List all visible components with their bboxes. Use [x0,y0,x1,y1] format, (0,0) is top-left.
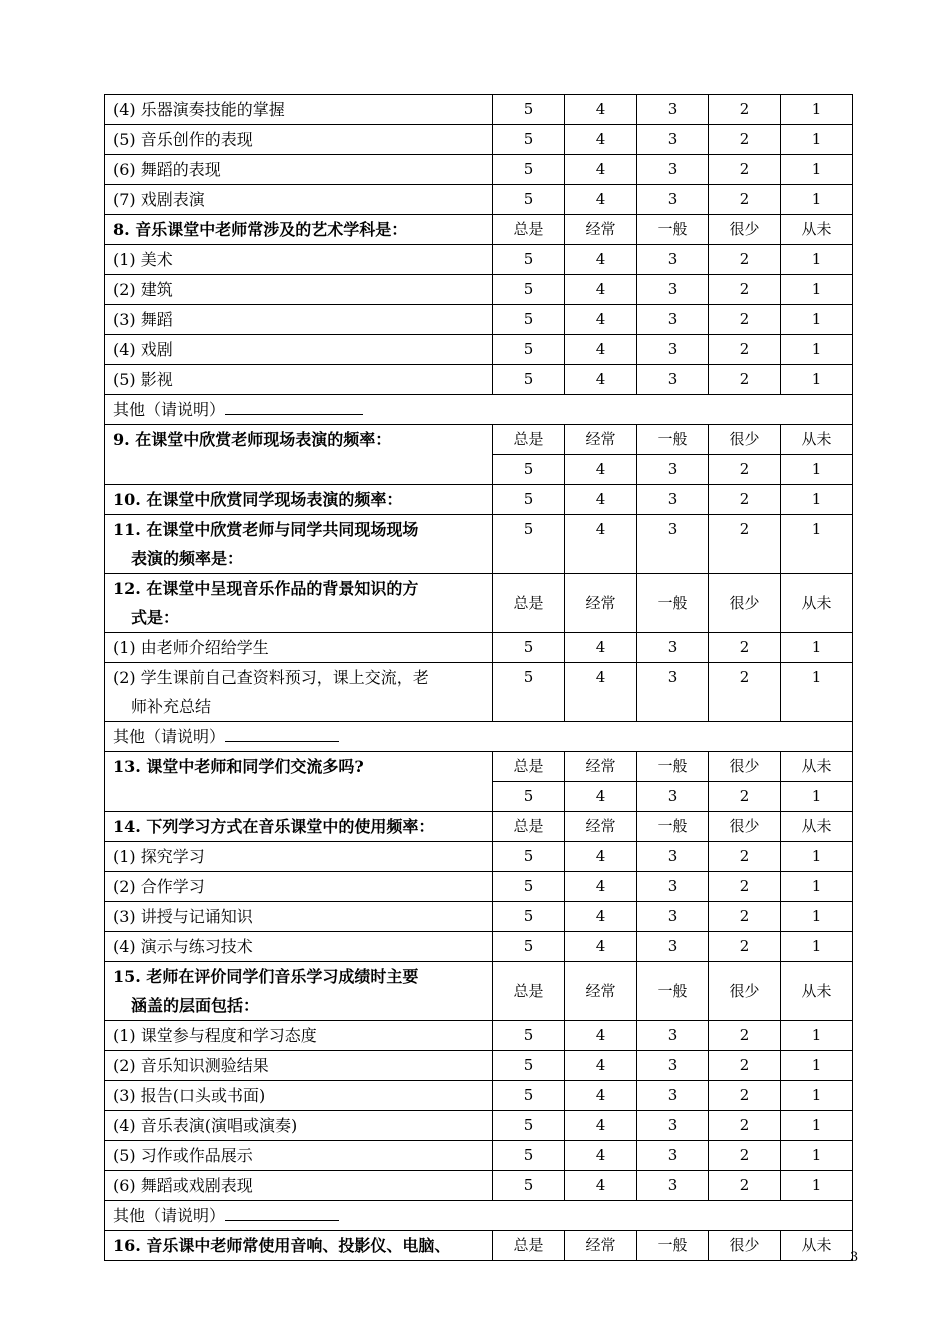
rating-1[interactable]: 1 [781,155,853,185]
rating-5[interactable]: 5 [493,515,565,574]
rating-3[interactable]: 3 [637,305,709,335]
question-8-title: 8. 音乐课堂中老师常涉及的艺术学科是： [105,215,493,245]
rating-3[interactable]: 3 [637,1081,709,1111]
table-row [105,1141,853,1171]
other-label: 其他（请说明） [113,1206,226,1225]
rating-5[interactable]: 5 [493,902,565,932]
rating-4[interactable]: 4 [565,305,637,335]
rating-3[interactable]: 3 [637,663,709,722]
rating-4[interactable]: 4 [565,245,637,275]
rating-2[interactable]: 2 [709,335,781,365]
rating-3[interactable]: 3 [637,155,709,185]
rating-1[interactable]: 1 [781,842,853,872]
table-row [105,365,853,395]
header-often: 经常 [565,812,637,842]
rating-4[interactable]: 4 [565,185,637,215]
rating-1[interactable]: 1 [781,1021,853,1051]
question-10-title: 10. 在课堂中欣赏同学现场表演的频率： [105,485,493,515]
question-12-line-2: 式是： [131,608,180,627]
header-always: 总是 [493,574,565,633]
question-header-row [105,812,853,842]
rating-5[interactable]: 5 [493,1111,565,1141]
question-item: (4) 乐器演奏技能的掌握 [105,95,493,125]
question-15-line-1: 15. 老师在评价同学们音乐学习成绩时主要 [113,967,419,986]
table-row [105,515,853,574]
table-row [105,95,853,125]
rating-1[interactable]: 1 [781,275,853,305]
question-11-line-1: 11. 在课堂中欣赏老师与同学共同现场现场 [113,520,419,539]
rating-1[interactable]: 1 [781,633,853,663]
rating-4[interactable]: 4 [565,1171,637,1201]
rating-5[interactable]: 5 [493,872,565,902]
rating-4[interactable]: 4 [565,633,637,663]
table-row [105,1171,853,1201]
rating-1[interactable]: 1 [781,335,853,365]
question-item: (7) 戏剧表演 [105,185,493,215]
question-header-row [105,752,853,782]
question-12-line-1: 12. 在课堂中呈现音乐作品的背景知识的方 [113,579,419,598]
rating-2[interactable]: 2 [709,1141,781,1171]
rating-1[interactable]: 1 [781,485,853,515]
other-label: 其他（请说明） [113,727,226,746]
question-item: (4) 戏剧 [105,335,493,365]
header-sometimes: 一般 [637,425,709,455]
rating-3[interactable]: 3 [637,275,709,305]
rating-4[interactable]: 4 [565,125,637,155]
table-row [105,633,853,663]
table-row [105,1051,853,1081]
rating-5[interactable]: 5 [493,335,565,365]
other-label: 其他（请说明） [113,400,226,419]
header-always: 总是 [493,752,565,782]
header-rarely: 很少 [709,812,781,842]
question-item: (2) 建筑 [105,275,493,305]
table-row [105,842,853,872]
rating-3[interactable]: 3 [637,1051,709,1081]
rating-1[interactable]: 1 [781,305,853,335]
rating-5[interactable]: 5 [493,1021,565,1051]
header-sometimes: 一般 [637,962,709,1021]
other-blank-line[interactable] [225,1205,339,1221]
header-never: 从未 [781,1231,853,1261]
header-sometimes: 一般 [637,752,709,782]
question-item: (6) 舞蹈或戏剧表现 [105,1171,493,1201]
header-rarely: 很少 [709,1231,781,1261]
rating-5[interactable]: 5 [493,633,565,663]
rating-1[interactable]: 1 [781,902,853,932]
rating-3[interactable]: 3 [637,1141,709,1171]
rating-5[interactable]: 5 [493,125,565,155]
rating-1[interactable]: 1 [781,365,853,395]
rating-1[interactable]: 1 [781,663,853,722]
rating-2[interactable]: 2 [709,872,781,902]
header-rarely: 很少 [709,574,781,633]
rating-3[interactable]: 3 [637,1171,709,1201]
other-explain-cell [105,722,853,752]
rating-2[interactable]: 2 [709,155,781,185]
rating-5[interactable]: 5 [493,365,565,395]
question-header-row [105,215,853,245]
rating-1[interactable]: 1 [781,455,853,485]
rating-4[interactable]: 4 [565,335,637,365]
rating-5[interactable]: 5 [493,305,565,335]
rating-3[interactable]: 3 [637,95,709,125]
rating-5[interactable]: 5 [493,1171,565,1201]
rating-3[interactable]: 3 [637,842,709,872]
rating-2[interactable]: 2 [709,633,781,663]
rating-4[interactable]: 4 [565,842,637,872]
rating-3[interactable]: 3 [637,782,709,812]
table-row [105,275,853,305]
rating-2[interactable]: 2 [709,125,781,155]
header-never: 从未 [781,752,853,782]
rating-2[interactable]: 2 [709,365,781,395]
question-item: (3) 舞蹈 [105,305,493,335]
header-never: 从未 [781,215,853,245]
header-always: 总是 [493,425,565,455]
question-item [105,663,493,722]
rating-3[interactable]: 3 [637,245,709,275]
rating-5[interactable]: 5 [493,932,565,962]
rating-1[interactable]: 1 [781,1081,853,1111]
other-row [105,722,853,752]
rating-4[interactable]: 4 [565,902,637,932]
rating-4[interactable]: 4 [565,1051,637,1081]
other-row [105,395,853,425]
rating-3[interactable]: 3 [637,485,709,515]
table-row [105,125,853,155]
question-item: (1) 课堂参与程度和学习态度 [105,1021,493,1051]
rating-2[interactable]: 2 [709,902,781,932]
rating-1[interactable]: 1 [781,245,853,275]
header-sometimes: 一般 [637,812,709,842]
header-often: 经常 [565,425,637,455]
header-never: 从未 [781,425,853,455]
rating-4[interactable]: 4 [565,365,637,395]
rating-1[interactable]: 1 [781,185,853,215]
header-sometimes: 一般 [637,215,709,245]
question-item: (1) 由老师介绍给学生 [105,633,493,663]
rating-2[interactable]: 2 [709,485,781,515]
rating-2[interactable]: 2 [709,245,781,275]
rating-5[interactable]: 5 [493,1141,565,1171]
question-11-line-2: 表演的频率是： [131,549,244,568]
rating-4[interactable]: 4 [565,485,637,515]
question-item-line-1: (2) 学生课前自己查资料预习，课上交流，老 [113,668,429,687]
rating-5[interactable]: 5 [493,455,565,485]
header-often: 经常 [565,574,637,633]
question-item: (1) 美术 [105,245,493,275]
rating-1[interactable]: 1 [781,1051,853,1081]
rating-1[interactable]: 1 [781,125,853,155]
question-item: (4) 音乐表演(演唱或演奏) [105,1111,493,1141]
rating-5[interactable]: 5 [493,782,565,812]
rating-5[interactable]: 5 [493,1081,565,1111]
rating-2[interactable]: 2 [709,1111,781,1141]
rating-3[interactable]: 3 [637,902,709,932]
table-row [105,335,853,365]
rating-3[interactable]: 3 [637,932,709,962]
question-11-title [105,515,493,574]
questionnaire-table [104,94,853,1261]
rating-4[interactable]: 4 [565,872,637,902]
question-9-title: 9. 在课堂中欣赏老师现场表演的频率： [105,425,493,485]
rating-2[interactable]: 2 [709,663,781,722]
header-never: 从未 [781,574,853,633]
header-always: 总是 [493,812,565,842]
rating-4[interactable]: 4 [565,663,637,722]
header-always: 总是 [493,962,565,1021]
question-item: (2) 音乐知识测验结果 [105,1051,493,1081]
rating-2[interactable]: 2 [709,305,781,335]
rating-3[interactable]: 3 [637,365,709,395]
rating-5[interactable]: 5 [493,1051,565,1081]
header-often: 经常 [565,215,637,245]
other-explain-cell [105,1201,853,1231]
rating-2[interactable]: 2 [709,1021,781,1051]
question-item-line-2: 师补充总结 [131,697,212,716]
question-item: (2) 合作学习 [105,872,493,902]
rating-3[interactable]: 3 [637,1021,709,1051]
question-16-title: 16. 音乐课中老师常使用音响、投影仪、电脑、 [105,1231,493,1261]
header-sometimes: 一般 [637,574,709,633]
rating-4[interactable]: 4 [565,155,637,185]
other-blank-line[interactable] [225,399,363,415]
header-rarely: 很少 [709,752,781,782]
question-item: (5) 影视 [105,365,493,395]
rating-1[interactable]: 1 [781,95,853,125]
rating-4[interactable]: 4 [565,275,637,305]
header-sometimes: 一般 [637,1231,709,1261]
question-item: (4) 演示与练习技术 [105,932,493,962]
rating-3[interactable]: 3 [637,515,709,574]
rating-1[interactable]: 1 [781,932,853,962]
rating-3[interactable]: 3 [637,185,709,215]
rating-2[interactable]: 2 [709,1051,781,1081]
header-often: 经常 [565,962,637,1021]
rating-3[interactable]: 3 [637,455,709,485]
other-blank-line[interactable] [225,726,339,742]
question-14-title: 14. 下列学习方式在音乐课堂中的使用频率： [105,812,493,842]
page-number: 3 [850,1250,859,1265]
rating-2[interactable]: 2 [709,455,781,485]
rating-4[interactable]: 4 [565,1141,637,1171]
table-row [105,1111,853,1141]
rating-4[interactable]: 4 [565,95,637,125]
table-row [105,932,853,962]
header-often: 经常 [565,752,637,782]
question-item: (5) 音乐创作的表现 [105,125,493,155]
table-row [105,902,853,932]
rating-4[interactable]: 4 [565,1111,637,1141]
question-header-row [105,574,853,633]
question-12-title [105,574,493,633]
question-15-title [105,962,493,1021]
rating-3[interactable]: 3 [637,125,709,155]
other-explain-cell [105,395,853,425]
rating-2[interactable]: 2 [709,782,781,812]
table-row [105,872,853,902]
rating-3[interactable]: 3 [637,1111,709,1141]
rating-5[interactable]: 5 [493,95,565,125]
table-row [105,1021,853,1051]
rating-4[interactable]: 4 [565,1081,637,1111]
rating-3[interactable]: 3 [637,633,709,663]
header-often: 经常 [565,1231,637,1261]
rating-3[interactable]: 3 [637,872,709,902]
rating-2[interactable]: 2 [709,95,781,125]
rating-2[interactable]: 2 [709,185,781,215]
rating-1[interactable]: 1 [781,1141,853,1171]
rating-4[interactable]: 4 [565,455,637,485]
table-row [105,663,853,722]
question-item: (3) 讲授与记诵知识 [105,902,493,932]
table-row [105,185,853,215]
question-header-row [105,425,853,455]
rating-5[interactable]: 5 [493,185,565,215]
rating-2[interactable]: 2 [709,932,781,962]
table-row [105,485,853,515]
question-header-row [105,962,853,1021]
rating-4[interactable]: 4 [565,515,637,574]
rating-2[interactable]: 2 [709,275,781,305]
question-item: (5) 习作或作品展示 [105,1141,493,1171]
question-15-line-2: 涵盖的层面包括： [131,996,260,1015]
question-item: (6) 舞蹈的表现 [105,155,493,185]
rating-1[interactable]: 1 [781,782,853,812]
question-item: (3) 报告(口头或书面) [105,1081,493,1111]
header-rarely: 很少 [709,425,781,455]
question-13-title: 13. 课堂中老师和同学们交流多吗? [105,752,493,812]
rating-1[interactable]: 1 [781,872,853,902]
rating-4[interactable]: 4 [565,782,637,812]
rating-5[interactable]: 5 [493,485,565,515]
header-never: 从未 [781,962,853,1021]
rating-1[interactable]: 1 [781,515,853,574]
header-rarely: 很少 [709,962,781,1021]
rating-5[interactable]: 5 [493,275,565,305]
rating-1[interactable]: 1 [781,1171,853,1201]
rating-2[interactable]: 2 [709,515,781,574]
rating-5[interactable]: 5 [493,842,565,872]
rating-4[interactable]: 4 [565,932,637,962]
table-row [105,245,853,275]
header-never: 从未 [781,812,853,842]
rating-1[interactable]: 1 [781,1111,853,1141]
header-rarely: 很少 [709,215,781,245]
table-row [105,155,853,185]
rating-3[interactable]: 3 [637,335,709,365]
rating-5[interactable]: 5 [493,663,565,722]
header-always: 总是 [493,1231,565,1261]
rating-2[interactable]: 2 [709,1171,781,1201]
question-header-row [105,1231,853,1261]
other-row [105,1201,853,1231]
rating-2[interactable]: 2 [709,842,781,872]
rating-5[interactable]: 5 [493,155,565,185]
header-always: 总是 [493,215,565,245]
rating-5[interactable]: 5 [493,245,565,275]
table-row [105,1081,853,1111]
rating-2[interactable]: 2 [709,1081,781,1111]
table-row [105,305,853,335]
rating-4[interactable]: 4 [565,1021,637,1051]
question-item: (1) 探究学习 [105,842,493,872]
